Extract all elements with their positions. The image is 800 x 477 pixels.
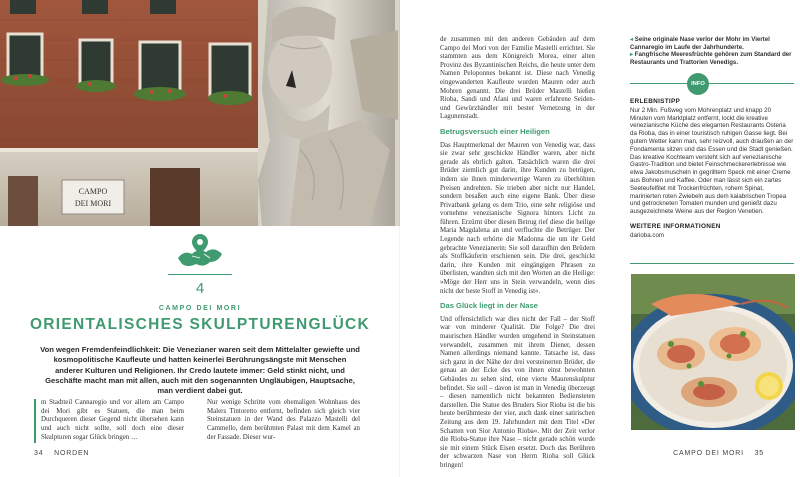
section-kicker: CAMPO DEI MORI	[158, 305, 242, 312]
lead-paragraph: Von wegen Fremdenfeindlichkeit: Die Venezianer waren seit dem Mittelalter gewiefte und kosmopolitische Kaufleute und hatten keinerlei Berührungsängste mit Menschen anderer Kulturen und Religionen. Ihr Credo lautete immer: Geld stinkt nicht, und Geschäfte macht man mit allen, auch mit den sogenannten Ungläubigen, Hauptsache, man verdient dabei gut.	[40, 345, 360, 396]
info-divider-top	[630, 83, 794, 84]
page-number-left: 34	[34, 450, 44, 457]
arrow-up-icon: ◂	[630, 36, 635, 43]
article-title: ORIENTALISCHES SKULPTURENGLÜCK	[29, 316, 371, 333]
seafood-photo	[631, 274, 795, 430]
photo-captions	[630, 36, 794, 66]
subheading-betrug: Betrugsversuch einer Heiligen	[440, 126, 550, 136]
right-folio	[673, 450, 764, 457]
campo-sign-line2: DEI MORI	[74, 199, 112, 208]
info-tip-text: Nur 2 Min. Fußweg vom Mohrenplatz und knapp 20 Minuten vom Marktplatz entfernt, lockt die kreative venezianische Küche des eleganten Restaurants Osteria da Rioba, das in einer touristisch ruhigen Gasse liegt. Bei gutem Wetter kann man, sehr reizvoll, auch draußen an der Fondamenta sitzen und das Essen und die Stadt genießen. Das kreative Kochteam versteht sich auf venezianische Gastro-Tradition und bietet Feinschmeckererlebnisse wie etwa Jakobsmuscheln in gegrilltem Speck mit einer Creme aus Bohnen und Kaffee. Oder man lässt sich ein zartes Seeteufelfilet mit Trockenfrüchten, rohem Spinat, marinierten roten Zwiebeln aus dem kalabrischen Tropea und getrockneten Tomaten munden und genießt dazu ausgezeichnete Weine aus der Region Venetien.	[630, 106, 794, 216]
chapter-number: 4	[195, 280, 205, 297]
subheading-glueck: Das Glück liegt in der Nase	[440, 301, 538, 311]
right-section2-text: Und offensichtlich war dies nicht der Fall – der Stoff war von minderer Qualität. Die Folge? Die drei maurischen Händler wurden umgehend in Steinstatuen verwandelt, zusammen mit ihrem Diener, dessen Namen allerdings niemand kannte. Tatsache ist, dass sich ganz in der Nähe der drei versteinerten Brüder, die genau an der Ecke des von ihnen einst bewohnten Gebäudes zu sehen sind, eine vierte Maurenskulptur befindet. Sie soll – davon ist man in Venedig überzeugt – diesen namentlich nicht bekannten Bediensteten darstellen. Die Statue des Bruders Sior Rioba ist die bis heute berühmteste der vier, auch dank einer satirischen Zeitung aus dem 19. Jahrhundert mit dem Titel »Der Schatten von Sior Antonio Rioba«. Mit der Zeit verlor die Rioba-Statue ihre Nase – nicht gerade schön wurde sie mit einem Stück Eisen ersetzt. Doch das Berühren der schwarzen Nase von Herrn Rioba soll Glück bringen!	[440, 315, 595, 469]
left-folio	[34, 450, 89, 457]
caption-food: ▸ Fangfrische Meeresfrüchte gehören zum Standard der Restaurants und Trattorien Venedigs.	[630, 51, 792, 66]
arrow-down-icon: ▸	[630, 51, 635, 59]
page-number-right: 35	[754, 450, 764, 457]
website-link[interactable]: darioba.com	[630, 231, 665, 239]
body-column-2: Nur wenige Schritte vom ehemaligen Wohnhaus des Malers Tintoretto entfernt, befinden sich gleich vier Steinstatuen in der Wand des Palazzo Mastelli del Cammello, dem berühmten Palast mit dem Kamel an der Fassade. Dieser wur-	[207, 399, 360, 441]
right-page	[400, 0, 800, 477]
body-column-1: m Stadtteil Cannaregio und vor allem am Campo dei Mori gibt es Statuen, die man beim Durchqueren dieser Gegend nicht übersehen kann und auch nicht sollte, soll doch eine dieser Skulpturen sogar Glück bringen …	[34, 399, 184, 443]
emblem-divider	[168, 274, 232, 275]
info-badge: INFO	[687, 73, 709, 95]
info-heading-more: WEITERE INFORMATIONEN	[630, 222, 721, 230]
campo-sign-line1: CAMPO	[78, 187, 108, 196]
statue-photo	[0, 0, 400, 226]
right-section1-text: Das Hauptmerkmal der Mauren von Venedig war, dass sie zwar sehr geschickte Händler waren, aber nicht gerade als ehrlich galten. Tatsächlich waren die drei Brüder ziemlich gut darin, ihre Kunden zu betrügen, indem sie ihnen minderwertige Waren zu überhöhten Preisen andrehten. Sie trieben aber nicht nur Handel, sondern besaßen auch eine eigene Bank. Über diese Privatbank gelang es dem Trio, eine sehr religiöse und vornehme venezianische Signora hinters Licht zu führen. Erzürnt über diesen Betrug rief diese die heilige Maria Magdalena an und verfluchte die Betrüger. Der Legende nach erhörte die Madonna die um ihr Geld gebrachte Venezianerin: Sie soll daraufhin den Brüdern als Stoffkäuferin erschienen sein. Die drei, geschickt darin, ihre Kunden mit eingängigen Phrasen zu überlisten, wandten sich mit den Worten an die Heilige: »Möge der Herr uns in Stein verwandeln, wenn dies nicht der beste Stoff in Venedig ist«.	[440, 141, 595, 295]
info-box	[630, 98, 794, 240]
right-main-column	[440, 36, 595, 471]
folio-label-right: CAMPO DEI MORI	[673, 450, 744, 457]
venice-map-emblem-icon	[170, 232, 230, 274]
info-divider-bottom	[630, 263, 794, 264]
pin-icon	[192, 234, 208, 254]
caption-statue: ◂ Seine originale Nase verlor der Mohr im Viertel Cannaregio im Laufe der Jahrhunderte.	[630, 36, 770, 51]
folio-label-left: NORDEN	[54, 450, 90, 457]
right-intro-text: de zusammen mit den anderen Gebäuden auf dem Campo dei Mori von der Familie Mastelli errichtet. Sie stammten aus dem Königreich Morea, einer alten Provinz des Byzantinischen Reichs, die heute unter dem Namen Peloponnes bekannt ist. Diese nach Venedig eingewanderten Kaufleute wurden Mauren oder auch Mohren genannt. Die drei Brüder Mastelli hießen Rioba, Sandi und Afani und waren erfahrene Seiden- und Gewürzhändler mit bester Vernetzung in der Lagunenstadt.	[440, 36, 595, 121]
info-heading-tip: ERLEBNISTIPP	[630, 98, 681, 105]
